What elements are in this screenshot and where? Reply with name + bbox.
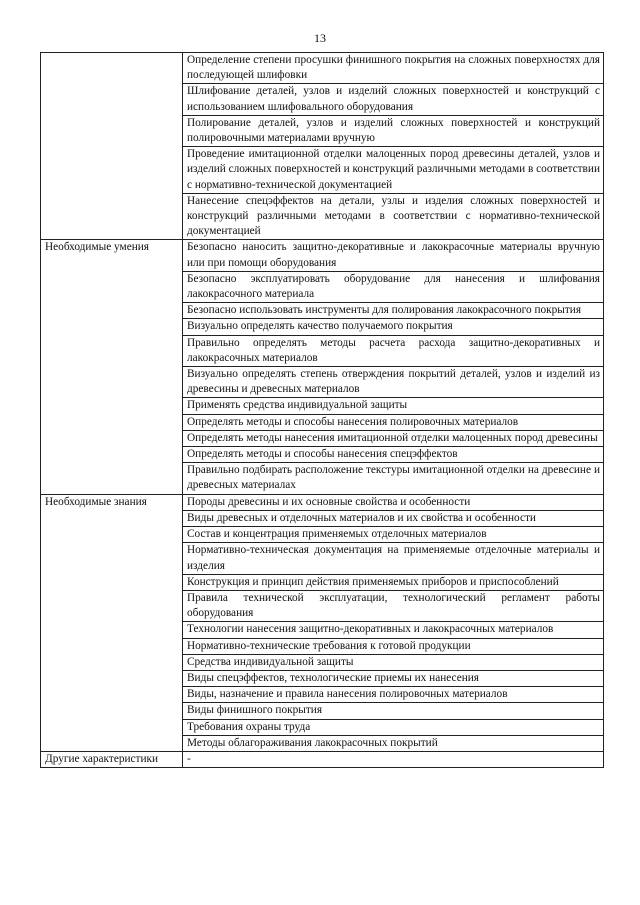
section-item: Безопасно эксплуатировать оборудование для нанесения и шлифования лакокрасочного материала: [183, 271, 604, 302]
table-row: [41, 494, 604, 510]
section-item: Шлифование деталей, узлов и изделий сложных поверхностей и конструкций с использованием шлифовального оборудования: [183, 84, 604, 115]
section-item: Средства индивидуальной защиты: [183, 654, 604, 670]
section-item: Правильно подбирать расположение текстуры имитационной отделки на древесине и древесных материалах: [183, 463, 604, 494]
section-item: Применять средства индивидуальной защиты: [183, 398, 604, 414]
characteristics-table: [40, 52, 604, 768]
section-item: Виды спецэффектов, технологические приемы их нанесения: [183, 670, 604, 686]
section-item: Определять методы и способы нанесения спецэффектов: [183, 447, 604, 463]
section-item: Определять методы нанесения имитационной отделки малоценных пород древесины: [183, 430, 604, 446]
section-item: Состав и концентрация применяемых отделочных материалов: [183, 527, 604, 543]
characteristics-table-body: [41, 53, 604, 768]
section-item: Безопасно использовать инструменты для полирования лакокрасочного покрытия: [183, 303, 604, 319]
section-item: Нормативно-техническая документация на применяемые отделочные материалы и изделия: [183, 543, 604, 574]
section-item: Проведение имитационной отделки малоценных пород древесины деталей, узлов и изделий сложных поверхностей и конструкций различными методами в соответствии с нормативно-технической документацией: [183, 147, 604, 194]
section-item: Нанесение спецэффектов на детали, узлы и изделия сложных поверхностей и конструкций различными методами в соответствии с нормативно-технической документацией: [183, 193, 604, 240]
section-item: Виды древесных и отделочных материалов и их свойства и особенности: [183, 510, 604, 526]
section-item: Полирование деталей, узлов и изделий сложных поверхностей и конструкций полировочными материалами вручную: [183, 115, 604, 146]
section-item: Правильно определять методы расчета расхода защитно-декоративных и лакокрасочных материалов: [183, 335, 604, 366]
section-label: Другие характеристики: [41, 751, 183, 767]
section-item: Породы древесины и их основные свойства и особенности: [183, 494, 604, 510]
section-label: Необходимые умения: [41, 240, 183, 494]
page-number: 13: [314, 31, 326, 45]
section-item: Правила технической эксплуатации, технологический регламент работы оборудования: [183, 590, 604, 621]
table-row: [41, 53, 604, 84]
section-item: Виды, назначение и правила нанесения полировочных материалов: [183, 687, 604, 703]
section-item: Определять методы и способы нанесения полировочных материалов: [183, 414, 604, 430]
table-row: [41, 240, 604, 271]
section-item: Нормативно-технические требования к готовой продукции: [183, 638, 604, 654]
table-row: [41, 751, 604, 767]
section-item: Требования охраны труда: [183, 719, 604, 735]
section-label: [41, 53, 183, 240]
section-item: Визуально определять качество получаемого покрытия: [183, 319, 604, 335]
section-item: Методы облагораживания лакокрасочных покрытий: [183, 735, 604, 751]
section-item: Конструкция и принцип действия применяемых приборов и приспособлений: [183, 574, 604, 590]
section-item: Определение степени просушки финишного покрытия на сложных поверхностях для последующей шлифовки: [183, 53, 604, 84]
section-item: Технологии нанесения защитно-декоративных и лакокрасочных материалов: [183, 622, 604, 638]
section-item: Виды финишного покрытия: [183, 703, 604, 719]
section-item: Визуально определять степень отверждения покрытий деталей, узлов и изделий из древесины и древесных материалов: [183, 367, 604, 398]
section-item: -: [183, 751, 604, 767]
section-item: Безопасно наносить защитно-декоративные и лакокрасочные материалы вручную или при помощи оборудования: [183, 240, 604, 271]
section-label: Необходимые знания: [41, 494, 183, 751]
